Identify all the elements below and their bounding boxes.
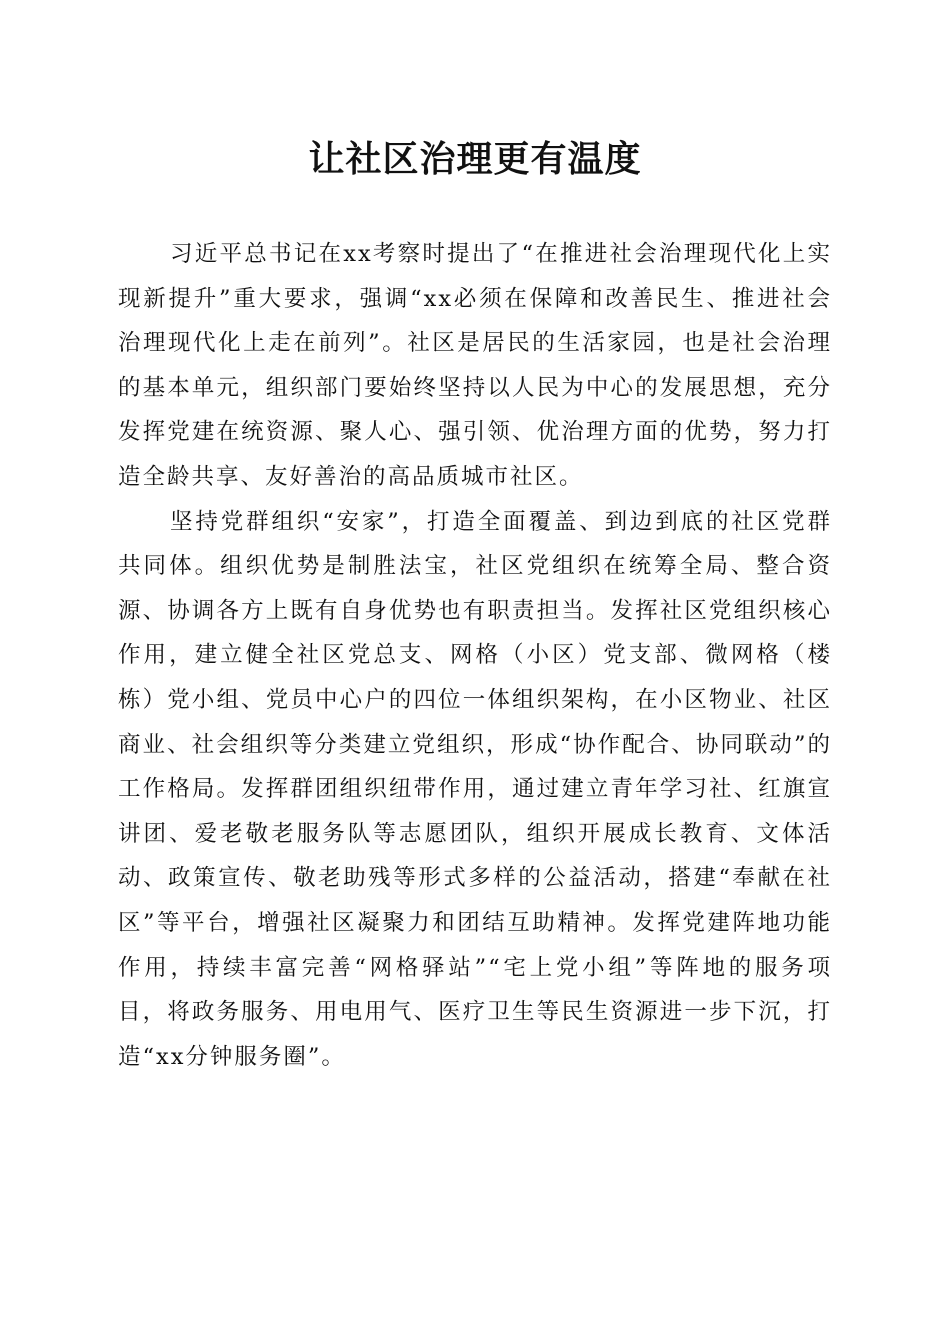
document-title: 让社区治理更有温度 (308, 138, 642, 180)
paragraph-party-organization: 坚持党群组织“安家”，打造全面覆盖、到边到底的社区党群共同体。组织优势是制胜法宝，社区党组织在统筹全局、整合资源、协调各方上既有自身优势也有职责担当。发挥社区党组织核心作用，建立健全社区党总支、网格（小区）党支部、微网格（楼栋）党小组、党员中心户的四位一体组织架构，在小区物业、社区商业、社会组织等分类建立党组织，形成“协作配合、协同联动”的工作格局。发挥群团组织纽带作用，通过建立青年学习社、红旗宣讲团、爱老敬老服务队等志愿团队，组织开展成长教育、文体活动、政策宣传、敬老助残等形式多样的公益活动，搭建“奉献在社区”等平台，增强社区凝聚力和团结互助精神。发挥党建阵地功能作用，持续丰富完善“网格驿站”“宅上党小组”等阵地的服务项目，将政务服务、用电用气、医疗卫生等民生资源进一步下沉，打造“xx分钟服务圈”。 (118, 508, 832, 1070)
paragraph-intro: 习近平总书记在xx考察时提出了“在推进社会治理现代化上实现新提升”重大要求，强调“xx必须在保障和改善民生、推进社会治理现代化上走在前列”。社区是居民的生活家园，也是社会治理的基本单元，组织部门要始终坚持以人民为中心的发展思想，充分发挥党建在统资源、聚人心、强引领、优治理方面的优势，努力打造全龄共享、友好善治的高品质城市社区。 (118, 241, 832, 490)
document-body (118, 232, 832, 1079)
